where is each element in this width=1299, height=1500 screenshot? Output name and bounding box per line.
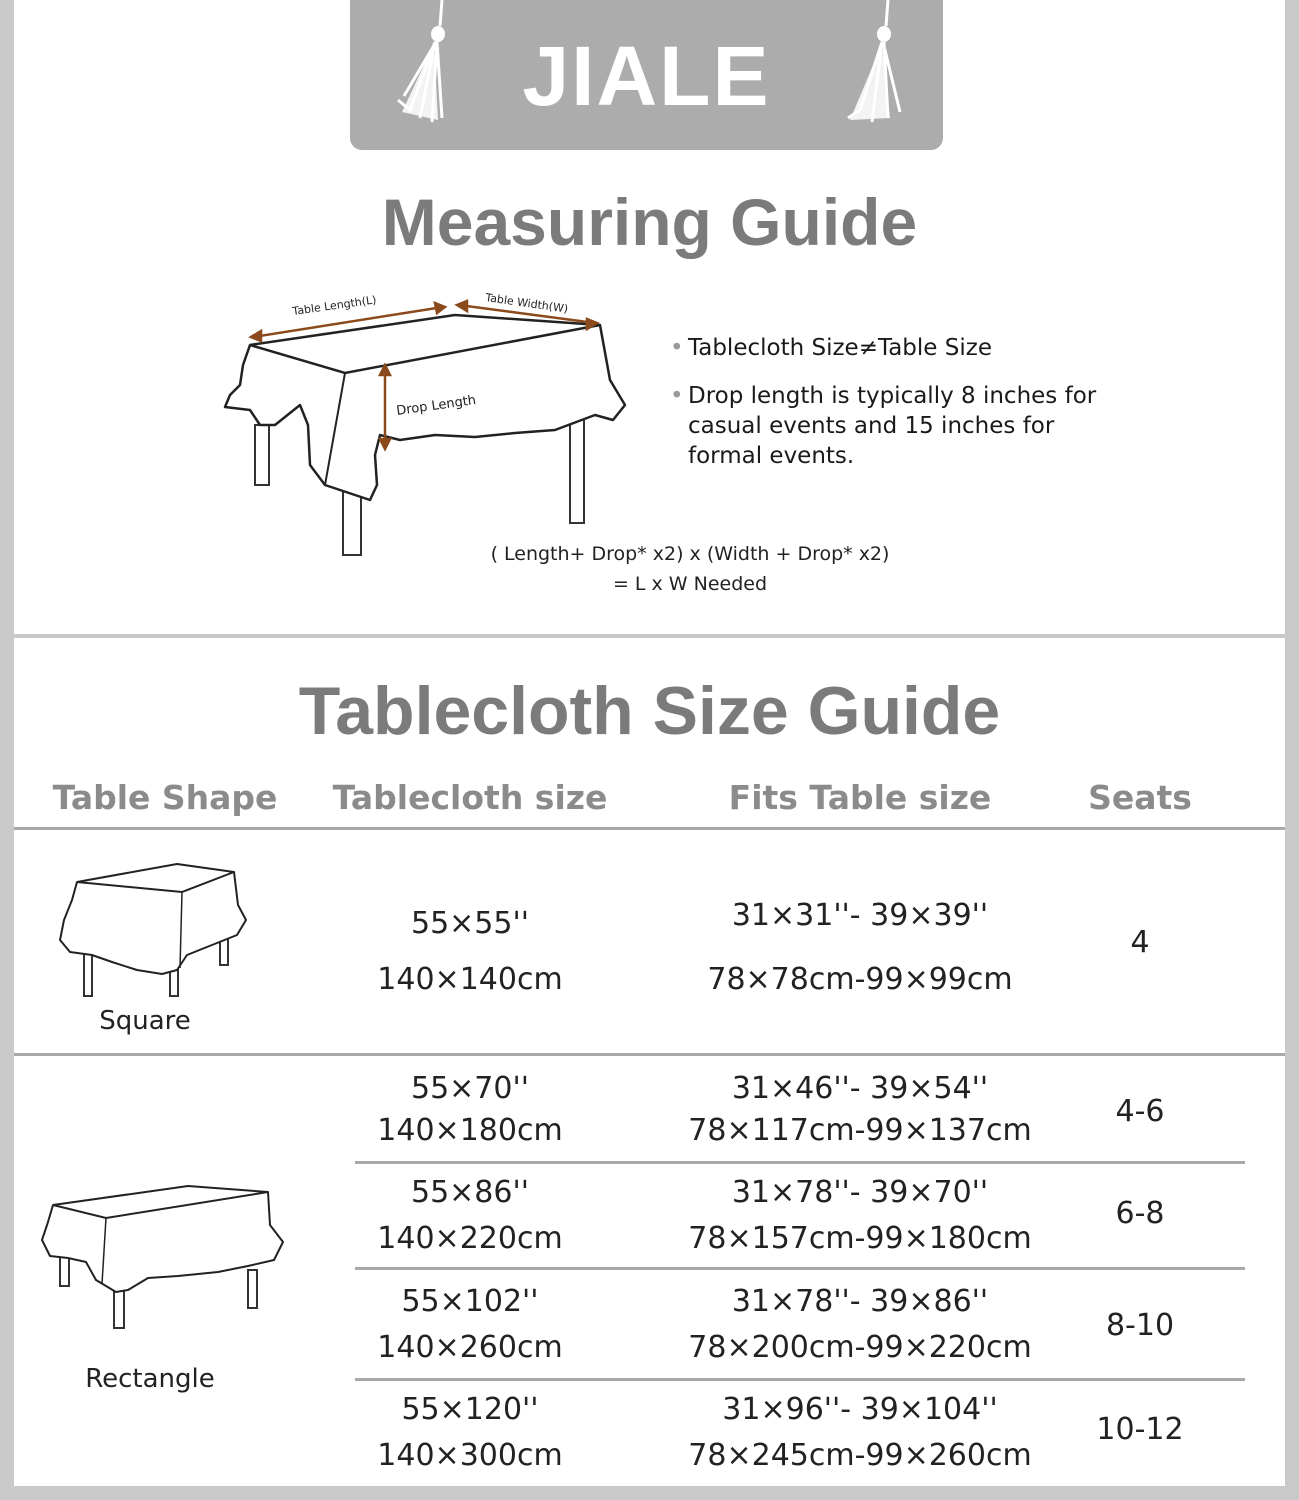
square-seats: 4	[1130, 925, 1150, 960]
shape-label-rectangle: Rectangle	[85, 1364, 215, 1394]
cloth-size-cm: 140×140cm	[377, 962, 563, 997]
shape-label-square: Square	[99, 1006, 191, 1036]
table-width-label: Table Width(W)	[484, 291, 569, 316]
row-divider	[355, 1378, 1245, 1381]
cloth-size-cm: 140×260cm	[377, 1330, 563, 1365]
brand-logo-text: JIALE	[522, 29, 771, 123]
rectangle-table-icon	[38, 1180, 288, 1330]
table-length-label: Table Length(L)	[291, 293, 378, 318]
fits-size-inches: 31×31''- 39×39''	[731, 898, 989, 933]
bullet-dot-icon: •	[670, 335, 684, 361]
formula-line-2: = L x W Needed	[612, 573, 768, 595]
table-measure-diagram	[215, 285, 645, 560]
cloth-size-inches: 55×86''	[411, 1175, 529, 1210]
cloth-size-inches: 55×55''	[411, 906, 529, 941]
row-divider	[355, 1161, 1245, 1164]
square-fits-size	[680, 884, 1040, 1012]
cloth-size-inches: 55×120''	[401, 1392, 539, 1427]
note-text: Tablecloth Size≠Table Size	[688, 335, 992, 361]
cloth-size-cm: 140×180cm	[377, 1113, 563, 1148]
seats-value: 10-12	[1096, 1412, 1184, 1447]
fits-size-cm: 78×157cm-99×180cm	[688, 1221, 1032, 1256]
fits-size-inches: 31×46''- 39×54''	[731, 1071, 989, 1106]
seats-value: 6-8	[1115, 1196, 1165, 1231]
header-divider	[14, 827, 1285, 830]
measuring-notes	[670, 333, 1110, 489]
fits-size-cm: 78×117cm-99×137cm	[688, 1113, 1032, 1148]
seats-value: 8-10	[1105, 1308, 1175, 1343]
col-header-fits-size: Fits Table size	[728, 778, 992, 817]
size-guide-title: Tablecloth Size Guide	[298, 673, 1001, 749]
note-item	[670, 381, 1110, 471]
col-header-seats: Seats	[1088, 778, 1192, 817]
table-row	[660, 1279, 1060, 1371]
table-row	[660, 1387, 1060, 1479]
col-header-shape: Table Shape	[52, 778, 278, 817]
cloth-size-inches: 55×70''	[411, 1071, 529, 1106]
brand-tab	[350, 0, 943, 150]
table-row	[340, 1170, 600, 1262]
fits-size-cm: 78×200cm-99×220cm	[688, 1330, 1032, 1365]
fits-size-inches: 31×96''- 39×104''	[722, 1392, 998, 1427]
fits-size-inches: 31×78''- 39×70''	[731, 1175, 989, 1210]
drop-length-label: Drop Length	[395, 392, 478, 419]
formula-line-1: ( Length+ Drop* x2) x (Width + Drop* x2)	[490, 543, 890, 565]
table-row	[340, 1279, 600, 1371]
square-table-icon	[52, 860, 252, 1000]
section-divider	[14, 1053, 1285, 1056]
size-guide-panel	[14, 638, 1285, 1486]
note-text: Drop length is typically 8 inches for casual events and 15 inches for formal events.	[688, 383, 1097, 469]
note-item	[670, 333, 1110, 363]
table-row	[340, 1068, 600, 1152]
table-row	[660, 1170, 1060, 1262]
col-header-cloth-size: Tablecloth size	[332, 778, 608, 817]
measuring-guide-title: Measuring Guide	[381, 185, 918, 259]
fits-size-cm: 78×78cm-99×99cm	[707, 962, 1013, 997]
fits-size-cm: 78×245cm-99×260cm	[688, 1438, 1032, 1473]
cloth-size-inches: 55×102''	[401, 1284, 539, 1319]
table-row	[660, 1068, 1060, 1152]
fits-size-inches: 31×78''- 39×86''	[731, 1284, 989, 1319]
square-cloth-size	[340, 896, 600, 1008]
seats-value: 4-6	[1115, 1094, 1165, 1129]
row-divider	[355, 1267, 1245, 1270]
table-row	[340, 1387, 600, 1479]
cloth-size-cm: 140×300cm	[377, 1438, 563, 1473]
cloth-size-cm: 140×220cm	[377, 1221, 563, 1256]
bullet-dot-icon: •	[670, 383, 684, 409]
